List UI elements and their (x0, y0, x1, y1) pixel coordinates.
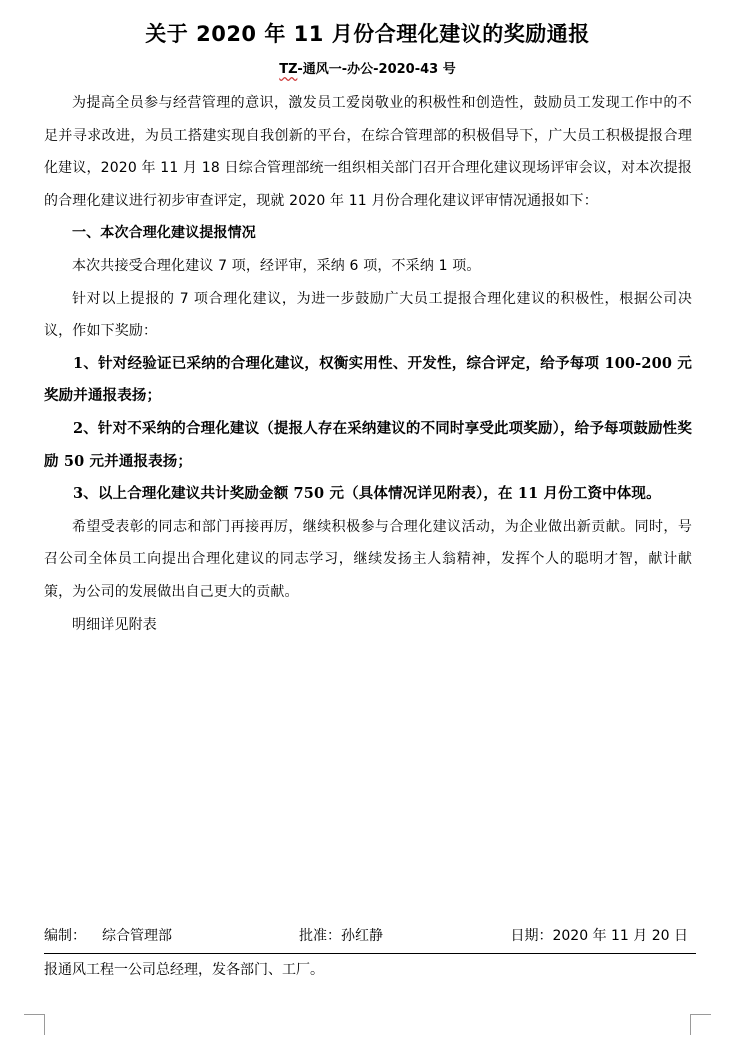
margin-corner-mark-left (24, 1014, 45, 1035)
signature-line (44, 922, 692, 950)
editor-value: 综合管理部 (102, 928, 172, 944)
reward-intro-paragraph: 针对以上提报的 7 项合理化建议，为进一步鼓励广大员工提报合理化建议的积极性，根据公司决议，作如下奖励： (44, 290, 692, 340)
document-number-prefix: TZ (279, 62, 298, 77)
closing-paragraph: 希望受表彰的同志和部门再接再厉，继续积极参与合理化建议活动，为企业做出新贡献。同时，号召公司全体员工向提出合理化建议的同志学习，继续发扬主人翁精神，发挥个人的聪明才智，献计献策，为公司的发展做出自己更大的贡献。 (44, 518, 692, 600)
date-label: 日期： (510, 928, 553, 944)
editor-label: 编制： (44, 928, 86, 944)
document-title: 关于 2020 年 11 月份合理化建议的奖励通报 (145, 22, 590, 46)
margin-corner-mark-right (690, 1014, 711, 1035)
reward-item-1: 1、针对经验证已采纳的合理化建议，权衡实用性、开发性，综合评定，给予每项 100-200 元奖励并通报表扬； (44, 354, 692, 405)
date-value: 2020 年 11 月 20 日 (552, 928, 688, 944)
document-number (0, 60, 735, 80)
distribution-line: 报通风工程一公司总经理，发各部门、工厂。 (44, 962, 324, 978)
approver-value: 孙红静 (341, 928, 383, 944)
footer-divider (44, 953, 696, 954)
reward-item-3: 3、以上合理化建议共计奖励金额 750 元（具体情况详见附表），在 11 月份工资中体现。 (73, 485, 661, 503)
section-heading-1: 一、本次合理化建议提报情况 (72, 225, 256, 242)
editor-block (44, 922, 172, 950)
document-number-rest: -通风一-办公-2020-43 号 (297, 62, 456, 77)
summary-paragraph: 本次共接受合理化建议 7 项，经评审，采纳 6 项，不采纳 1 项。 (72, 257, 481, 274)
attachment-note: 明细详见附表 (72, 616, 157, 633)
date-block (510, 922, 688, 950)
approver-block (299, 922, 383, 950)
intro-paragraph: 为提高全员参与经营管理的意识，激发员工爱岗敬业的积极性和创造性，鼓励员工发现工作中的不足并寻求改进，为员工搭建实现自我创新的平台，在综合管理部的积极倡导下，广大员工积极提报合理化建议，2020 年 11 月 18 日综合管理部统一组织相关部门召开合理化建议现场评审会议，对本次提报的合理化建议进行初步审查评定，现就 2020 年 11 月份合理化建议评审情况通报如下： (44, 95, 692, 209)
document-body (44, 87, 692, 641)
approver-label: 批准： (299, 928, 341, 944)
reward-item-2: 2、针对不采纳的合理化建议（提报人存在采纳建议的不同时享受此项奖励），给予每项鼓励性奖励 50 元并通报表扬； (44, 419, 692, 470)
